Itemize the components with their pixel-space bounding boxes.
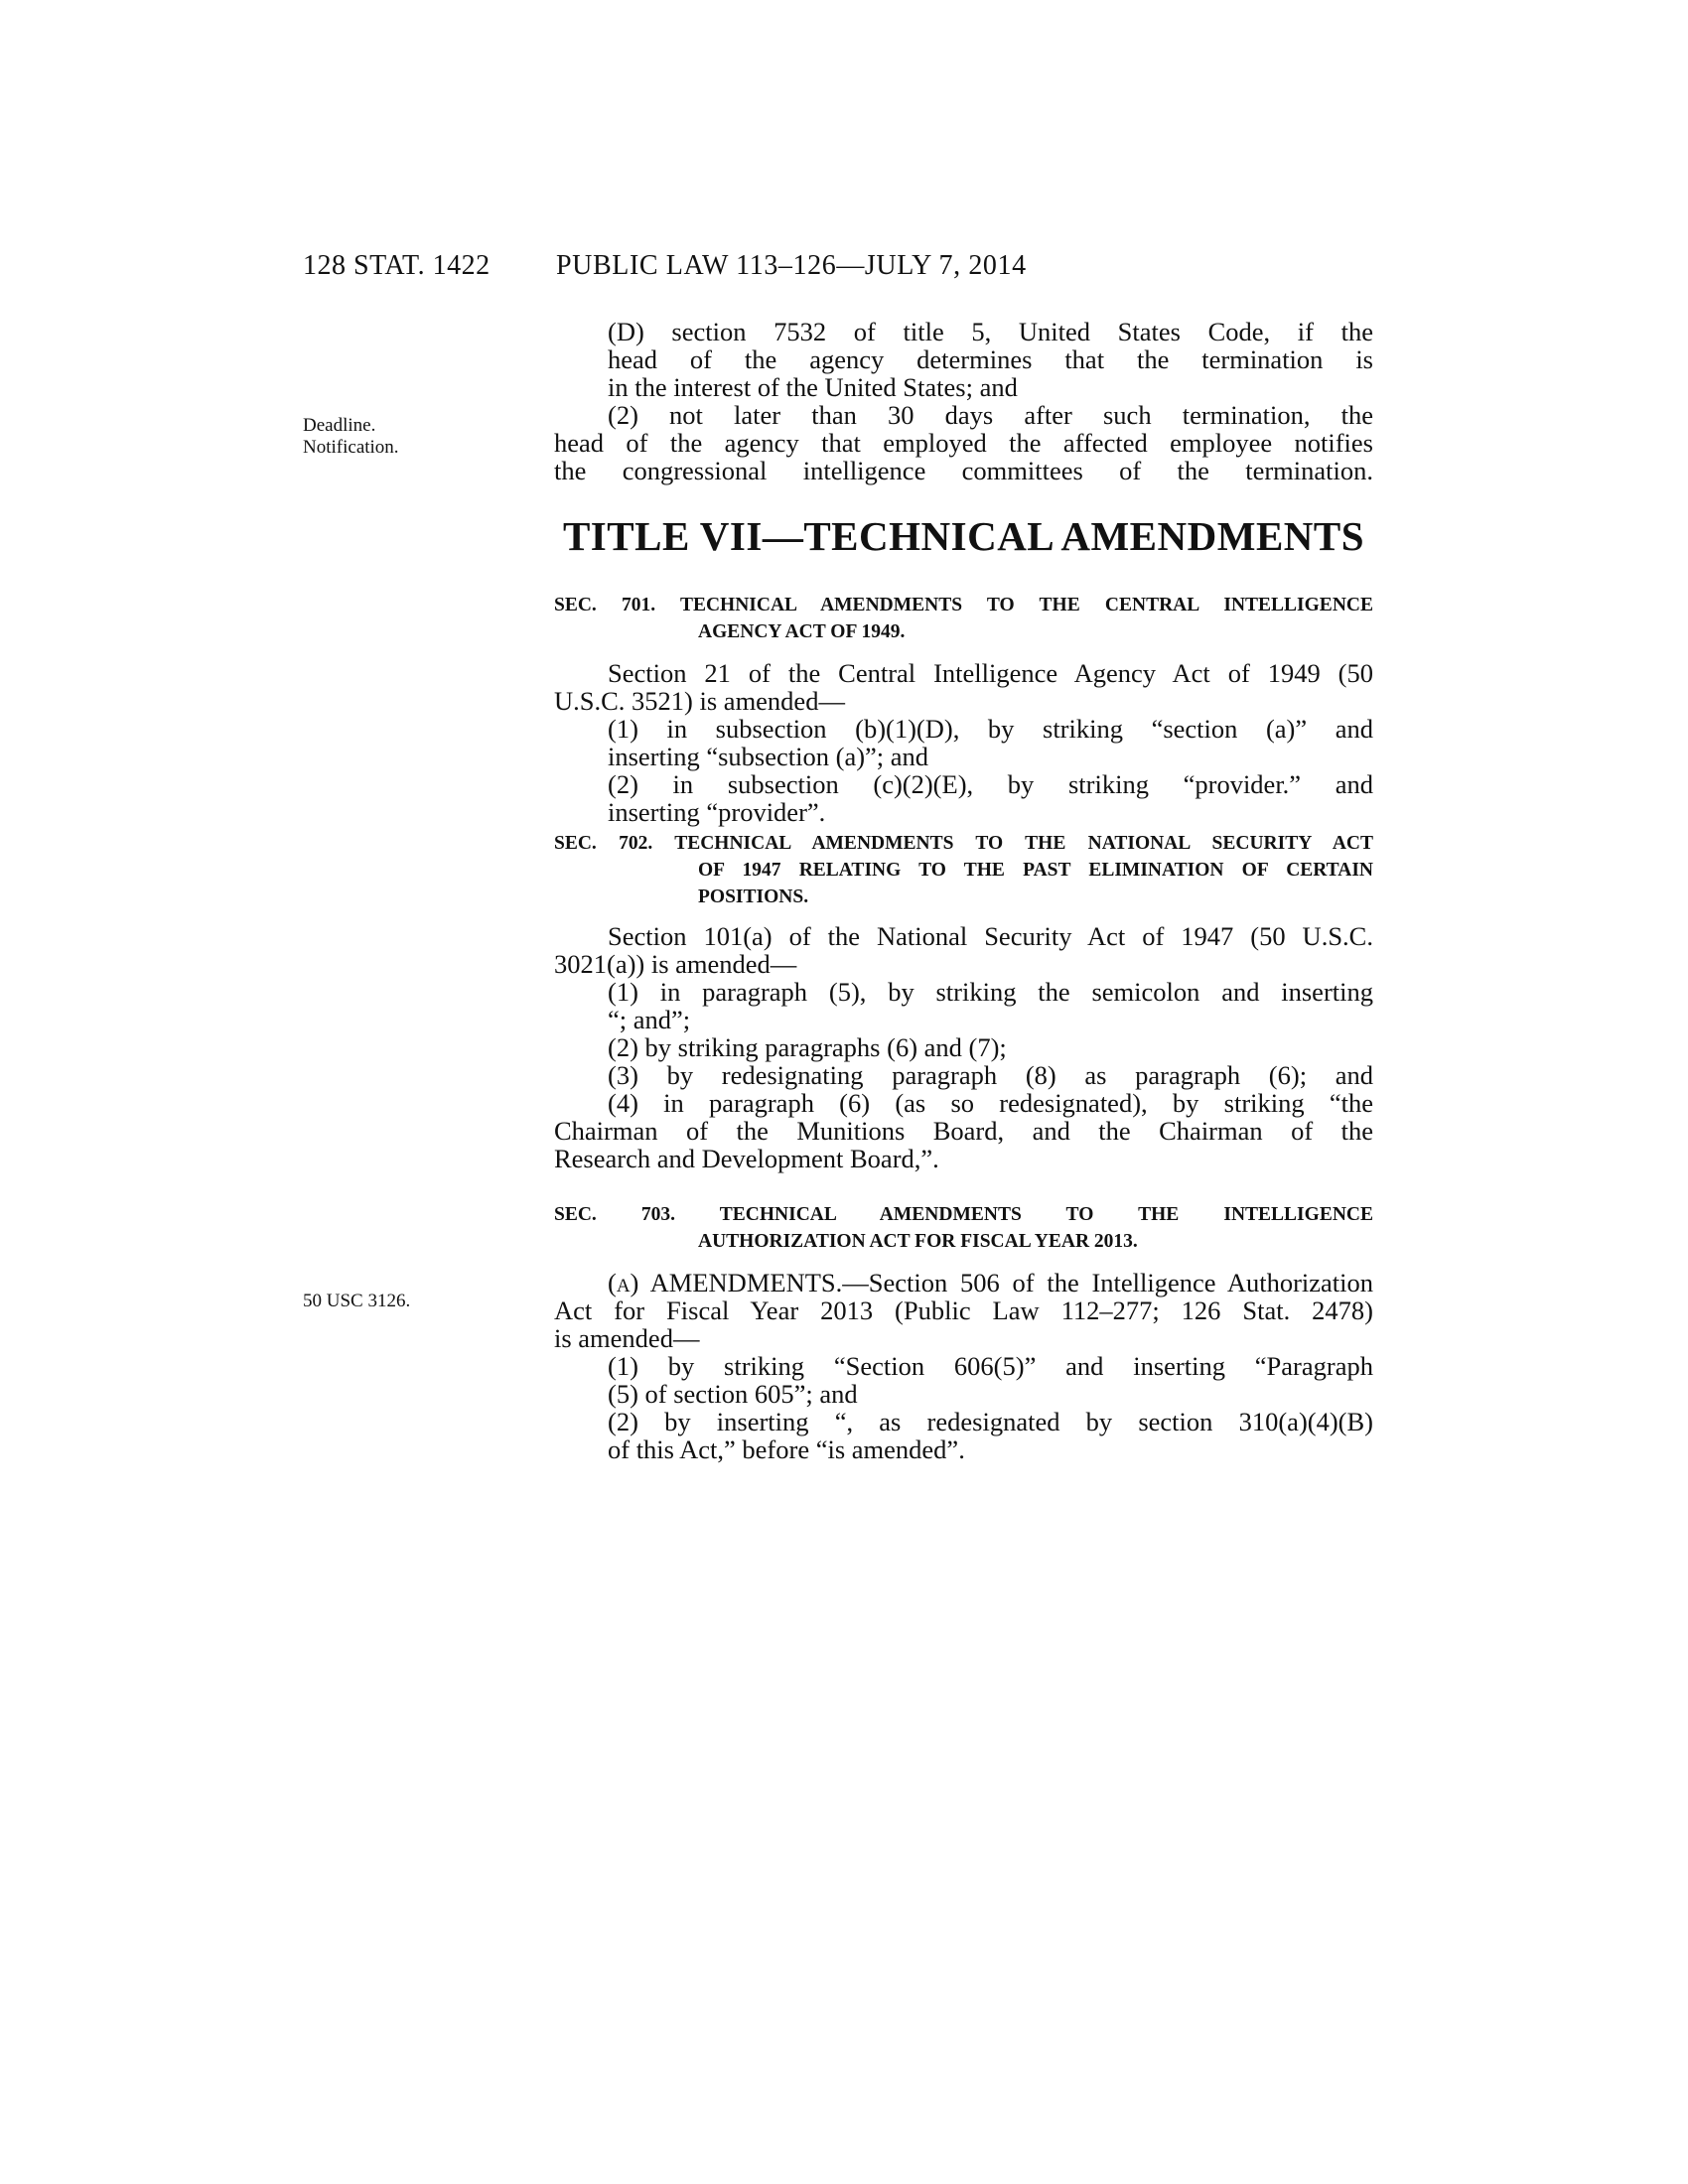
section-701-heading [554,592,1373,645]
section-702-heading [554,830,1373,910]
section-703-item-1-line-2: (5) of section 605”; and [608,1379,858,1409]
section-701-item-1-line-2: inserting “subsection (a)”; and [608,742,929,771]
section-701 [554,592,1373,826]
margin-note-notification-text: Notification. [303,437,399,458]
intro-block [554,318,1373,484]
subsection-a-line-1 [554,1269,1373,1297]
section-702-lead-line-2: 3021(a)) is amended— [554,949,797,979]
section-701-item-2-line-1: (2) in subsection (c)(2)(E), by striking “provider.” and [608,769,1373,799]
section-701-item-2-line-2: inserting “provider”. [608,797,826,827]
section-701-item-1-line-1: (1) in subsection (b)(1)(D), by striking “section (a)” and [608,714,1373,744]
subsection-a-label: (a) AMENDMENTS. [608,1268,843,1297]
margin-note-deadline [303,415,472,459]
section-702-item-4-line-3: Research and Development Board,”. [554,1144,939,1173]
subsection-a-line-2: Act for Fiscal Year 2013 (Public Law 112–277; 126 Stat. 2478) [554,1296,1373,1325]
clause-d-line-2: head of the agency determines that the termination is [608,344,1373,374]
section-703-item-2-line-2: of this Act,” before “is amended”. [608,1434,965,1464]
clause-d-line-1: (D) section 7532 of title 5, United States Code, if the [608,317,1373,346]
paragraph-2-line-2: head of the agency that employed the affected employee notifies [554,428,1373,458]
section-702 [554,830,1373,1172]
section-701-lead-line-2: U.S.C. 3521) is amended— [554,686,845,716]
margin-note-deadline-text: Deadline. [303,415,376,436]
section-702-heading-line-3: POSITIONS. [698,887,809,907]
section-702-item-2: (2) by striking paragraphs (6) and (7); [608,1032,1007,1062]
margin-note-usc-text: 50 USC 3126. [303,1291,411,1311]
section-702-item-1-line-2: “; and”; [608,1005,691,1034]
subsection-a-line-1-text: —Section 506 of the Intelligence Authorization [842,1268,1373,1297]
section-703-item-2-line-1: (2) by inserting “, as redesignated by section 310(a)(4)(B) [608,1407,1373,1436]
section-701-lead-line-1: Section 21 of the Central Intelligence Agency Act of 1949 (50 [608,658,1373,688]
paragraph-2-line-1: (2) not later than 30 days after such termination, the [608,400,1373,430]
section-702-item-4-line-1: (4) in paragraph (6) (as so redesignated), by striking “the [608,1088,1373,1118]
section-702-lead-line-1: Section 101(a) of the National Security Act of 1947 (50 U.S.C. [608,921,1373,951]
margin-note-usc [303,1291,472,1312]
paragraph-2-line-3: the congressional intelligence committees of the termination. [554,456,1373,485]
running-head [303,250,1375,290]
section-703-item-1-line-1: (1) by striking “Section 606(5)” and inserting “Paragraph [608,1351,1373,1381]
section-703-heading [554,1201,1373,1255]
section-703-heading-line-1: SEC. 703. TECHNICAL AMENDMENTS TO THE INTELLIGENCE [554,1204,1373,1225]
section-701-heading-line-1: SEC. 701. TECHNICAL AMENDMENTS TO THE CENTRAL INTELLIGENCE [554,595,1373,615]
clause-d-line-3: in the interest of the United States; and [608,372,1018,402]
section-702-item-4-line-2: Chairman of the Munitions Board, and the Chairman of the [554,1116,1373,1146]
subsection-a-line-3: is amended— [554,1323,700,1353]
public-law-citation: PUBLIC LAW 113–126—JULY 7, 2014 [556,250,1027,281]
section-701-heading-line-2: AGENCY ACT OF 1949. [698,621,906,642]
section-703 [554,1201,1373,1463]
title-heading: TITLE VII—TECHNICAL AMENDMENTS [562,513,1365,559]
statutes-citation: 128 STAT. 1422 [303,250,491,281]
section-702-heading-line-2: OF 1947 RELATING TO THE PAST ELIMINATION OF CERTAIN [698,860,1373,881]
section-702-heading-line-1: SEC. 702. TECHNICAL AMENDMENTS TO THE NATIONAL SECURITY ACT [554,833,1373,854]
section-702-item-1-line-1: (1) in paragraph (5), by striking the semicolon and inserting [608,977,1373,1007]
section-703-heading-line-2: AUTHORIZATION ACT FOR FISCAL YEAR 2013. [698,1231,1138,1252]
section-702-item-3: (3) by redesignating paragraph (8) as paragraph (6); and [608,1060,1373,1090]
